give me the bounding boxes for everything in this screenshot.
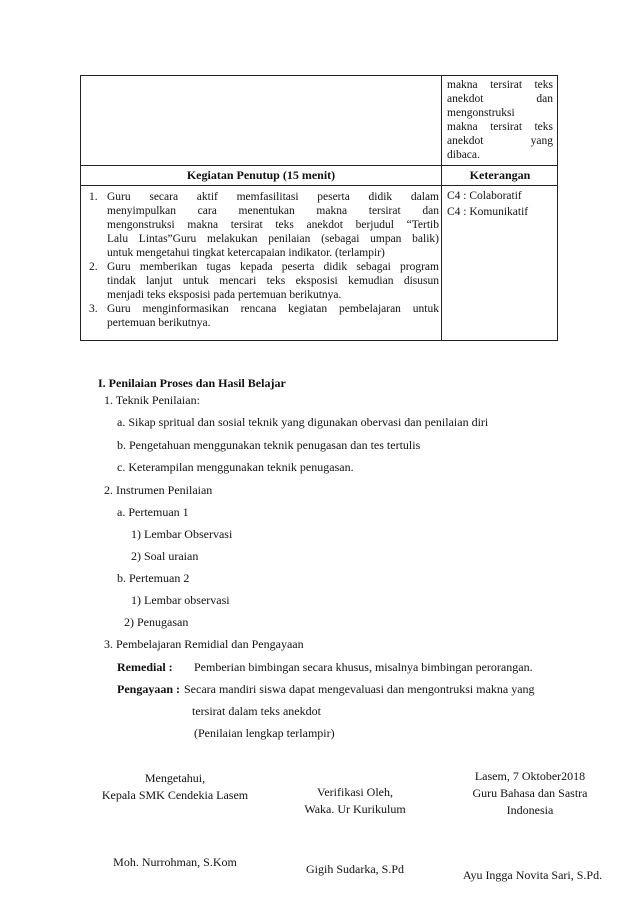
pertemuan-2-item-1: 1) Lembar observasi [131, 593, 230, 607]
signature-line: Indonesia [506, 803, 554, 817]
pertemuan-2-item-2: 2) Penugasan [124, 615, 189, 629]
principal-name: Moh. Nurrohman, S.Kom [113, 855, 237, 869]
keterangan-item: C4 : Colaboratif [447, 190, 522, 202]
signature-line: Mengetahui, [144, 771, 206, 785]
pengayaan-note: (Penilaian lengkap terlampir) [194, 726, 335, 740]
pengayaan-text-continued: tersirat dalam teks anekdot [192, 704, 321, 718]
curriculum-name: Gigih Sudarka, S.Pd [305, 862, 404, 876]
pengayaan-text: Secara mandiri siswa dapat mengevaluasi dan mengontruksi makna yang [184, 682, 535, 696]
cell-line: anekdot yang [447, 135, 553, 147]
header-kegiatan-penutup: Kegiatan Penutup (15 menit) [186, 168, 336, 182]
instrumen-heading: 2. Instrumen Penilaian [104, 483, 213, 497]
signature-block-curriculum [290, 784, 420, 818]
cell-line: mengonstruksi [447, 107, 515, 119]
closing-activities-list [83, 190, 439, 330]
keterangan-item: C4 : Komunikatif [447, 206, 529, 218]
signature-line: Kepala SMK Cendekia Lasem [101, 788, 249, 802]
cell-line: dibaca. [447, 149, 480, 161]
pengayaan-label: Pengayaan : [117, 682, 180, 696]
teknik-heading: 1. Teknik Penilaian: [104, 393, 200, 407]
teknik-item-c: c. Keterampilan menggunakan teknik penugasan. [117, 460, 354, 474]
table-row-divider [81, 185, 557, 186]
table-column-divider [441, 76, 442, 340]
signature-block-principal [80, 770, 270, 804]
pertemuan-1-item-2: 2) Soal uraian [131, 549, 199, 563]
section-title: I. Penilaian Proses dan Hasil Belajar [98, 376, 286, 390]
list-item: 3. Guru menginformasikan rencana kegiatan pembelajaran untuk pertemuan berikutnya. [89, 303, 439, 329]
signature-line: Guru Bahasa dan Sastra [472, 786, 588, 800]
cell-line: makna tersirat teks [447, 79, 553, 91]
top-right-cell [447, 78, 553, 162]
cell-line: anekdot dan [447, 93, 553, 105]
header-keterangan: Keterangan [469, 168, 531, 182]
activity-table [80, 75, 558, 341]
pertemuan-2: b. Pertemuan 2 [117, 571, 190, 585]
cell-line: makna tersirat teks [447, 121, 553, 133]
list-item: 1. Guru secara aktif memfasilitasi peserta didik dalam menyimpulkan cara menentukan makna tersirat dan mengonstruksi makna tersirat teks anekdot berjudul “Tertib Lalu Lintas”Guru melakukan penilaian (sebagai umpan balik) untuk mengetahui tingkat ketercapaian indikator. (terlampir) [89, 191, 439, 259]
remedial-heading: 3. Pembelajaran Remidial dan Pengayaan [104, 637, 304, 651]
pertemuan-1-item-1: 1) Lembar Observasi [131, 527, 233, 541]
list-item: 2. Guru memberikan tugas kepada peserta didik sebagai program tindak lanjut untuk mencari teks eksposisi kemudian disusun menjadi teks eksposisi pada pertemuan berikutnya. [89, 261, 439, 301]
teknik-item-a: a. Sikap spritual dan sosial teknik yang digunakan obervasi dan penilaian diri [117, 415, 489, 429]
signature-line: Verifikasi Oleh, [317, 785, 393, 799]
keterangan-cell [447, 188, 528, 220]
table-row-divider [81, 165, 557, 166]
signature-line: Waka. Ur Kurikulum [304, 802, 406, 816]
teacher-name: Ayu Ingga Novita Sari, S.Pd. [462, 868, 603, 882]
remedial-text: Pemberian bimbingan secara khusus, misalnya bimbingan perorangan. [194, 660, 533, 674]
signature-line: Lasem, 7 Oktober2018 [474, 769, 586, 783]
teknik-item-b: b. Pengetahuan menggunakan teknik penugasan dan tes tertulis [117, 438, 421, 452]
signature-block-teacher [450, 768, 610, 819]
pertemuan-1: a. Pertemuan 1 [117, 505, 189, 519]
remedial-label: Remedial : [117, 660, 173, 674]
